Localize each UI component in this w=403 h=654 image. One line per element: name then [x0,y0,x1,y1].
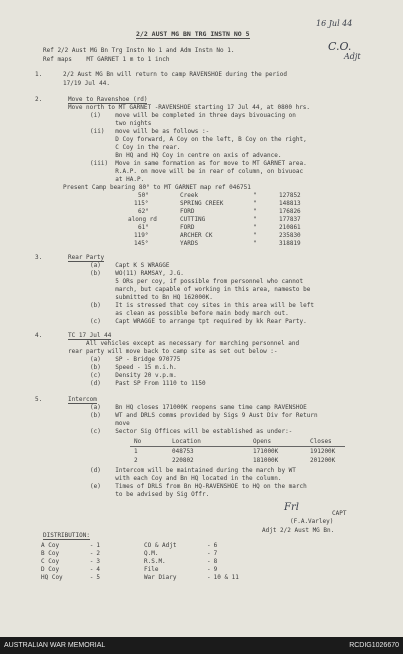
footer-record-id: RCDIG1026670 [349,642,399,649]
para3-number: 3. [35,254,43,261]
bearing-place: SPRING CREEK [180,200,224,207]
para2-line: (i) move will be completed in three days bivouacing on [90,112,296,119]
bearing-map-ref: 210861 [279,224,301,231]
signature-title: Adjt 2/2 Aust MG Bn. [262,527,335,534]
bearing-map-ref: 177837 [279,216,301,223]
maps-line: Ref maps MT GARNET 1 m to 1 inch [43,56,170,63]
para3-line: (c) Capt WRAGGE to arrange tpt required by kk Rear Party. [90,318,307,325]
para3-line: (a) Capt K S WRAGGE [90,262,170,269]
bearing-degrees: 61° [138,224,149,231]
para2-line: two nights [90,120,152,127]
distribution-row: HQ Coy - 5 [41,574,100,581]
bearing-ditto: " [253,224,257,231]
sig-table-cell: 1 [134,448,138,455]
para1-number: 1. [35,71,43,78]
para5-line: with each Coy and Bn HQ located in the column. [90,475,282,482]
para5-line: (d) Intercom will be maintained during the march by WT [90,467,296,474]
para5-line: (c) Sector Sig Offices will be established as under:- [90,428,293,435]
distribution-row: B Coy - 2 [41,550,100,557]
bearing-place: Creek [180,192,199,199]
distribution-row: C Coy - 3 [41,558,100,565]
footer-institution: AUSTRALIAN WAR MEMORIAL [4,642,106,649]
distribution-row: D Coy - 4 [41,566,100,573]
bearing-map-ref: 318819 [279,240,301,247]
para2-line: Bn HQ and HQ Coy in centre on axis of advance. [90,152,282,159]
signature-scrawl: Frl [284,502,299,513]
para5-line: (b) WT and DRLS comms provided by Sigs 9 Aust Div for Return [90,412,318,419]
bearing-ditto: " [253,216,257,223]
bearing-ditto: " [253,208,257,215]
sig-table-cell: 191200K [310,448,336,455]
para3-line: 5 ORs per coy, if possible from personnel who cannot [90,278,304,285]
bearing-place: FORD [180,224,195,231]
bearing-degrees: 145° [134,240,149,247]
para5-line: move [90,420,130,427]
bearing-degrees: 115° [134,200,149,207]
para2-line: at HA.P. [90,176,145,183]
bearing-place: ARCHER CK [180,232,213,239]
para4-line: (c) Density 20 v.p.m. [90,372,177,379]
bearing-ditto: " [253,192,257,199]
para2-line: D Coy forward, A Coy on the left, B Coy on the right, [90,136,307,143]
para3-line: (b) It is stressed that coy sites in this area will be left [90,302,314,309]
para5-heading: Intercom [68,396,97,403]
sig-table-cell: 181000K [253,457,279,464]
para5-line: to be advised by Sig Offr. [90,491,210,498]
para2-heading: Move to Ravenshoe (rd) [68,96,148,103]
bearing-degrees: 50° [138,192,149,199]
archive-footer [0,637,403,654]
bearing-ditto: " [253,240,257,247]
signature-name: (F.A.Varley) [290,518,334,525]
distribution-row: Q.M. - 7 [144,550,218,557]
sig-table-cell: 048753 [172,448,194,455]
para3-heading: Rear Party [68,254,105,261]
para4-number: 4. [35,332,43,339]
sig-table-cell: 220802 [172,457,194,464]
para2-line: C Coy in the rear. [90,144,181,151]
para5-line: (a) Bn HQ closes 171000K reopens same time camp RAVENSHOE [90,404,307,411]
distribution-row: R.S.M. - 8 [144,558,218,565]
sig-table-cell: 201200K [310,457,336,464]
header-date: 16 Jul 44 [316,19,353,28]
distribution-row: File - 9 [144,566,218,573]
para4-line: (a) SP - Bridge 970775 [90,356,181,363]
distribution-row: A Coy - 1 [41,542,100,549]
para3-line: march, but capable of working in this area, namesto be [90,286,311,293]
bearing-place: YARDS [180,240,199,247]
para3-line: (b) WO(11) RAMSAY, J.G. [90,270,184,277]
para2-line: R.A.P. on move will be in rear of column, on bivuoac [90,168,304,175]
distribution-heading: DISTRIBUTION: [43,532,90,539]
para5-number: 5. [35,396,43,403]
handwritten-adjt-mark: Adjt [344,52,361,61]
signature-rank: CAPT [332,510,347,517]
para3-line: submitted to Bn HQ 162000K. [90,294,213,301]
para4-line: All vehicles except as necessary for marching personnel and [86,340,300,347]
para2-line: Move north to MT GARNET -RAVENSHOE starting 17 Jul 44, at 0800 hrs. [68,104,311,111]
bearing-map-ref: 176826 [279,208,301,215]
handwritten-co-mark: C.O. [328,40,352,53]
bearing-ditto: " [253,200,257,207]
bearing-degrees: 119° [134,232,149,239]
sig-table-header-no: No [134,438,142,445]
para4-heading: TC 17 Jul 44 [68,332,112,339]
sig-table-rule [130,446,345,447]
sig-table-cell: 171000K [253,448,279,455]
para1-line: 17/19 Jul 44. [63,80,110,87]
sig-table-header-opens: Opens [253,438,272,445]
para3-line: as clean as possible before main body march out. [90,310,289,317]
para4-line: (d) Past SP From 1110 to 1150 [90,380,206,387]
para2-line: (ii) move will be as follows :- [90,128,210,135]
bearing-map-ref: 235830 [279,232,301,239]
para4-line: rear party will move back to camp site as set out below :- [68,348,278,355]
bearing-map-ref: 148813 [279,200,301,207]
sig-table-header-closes: Closes [310,438,332,445]
distribution-left-table [41,542,103,582]
bearing-place: CUTTING [180,216,206,223]
distribution-right-table [144,542,242,582]
para5-line: (e) Times of DRLS from Bn HQ-RAVENSHOE to HQ on the march [90,483,307,490]
ref-line: Ref 2/2 Aust MG Bn Trg Instn No 1 and Adm Instn No 1. [43,47,235,54]
distribution-row: CO & Adjt - 6 [144,542,218,549]
bearing-ditto: " [253,232,257,239]
bearing-map-ref: 127852 [279,192,301,199]
document-title: 2/2 AUST MG BN TRG INSTN NO 5 [136,30,250,38]
para2-line: (iii) Move in same formation as for move to MT GARNET area. [90,160,307,167]
para4-line: (b) Speed - 15 m.i.h. [90,364,177,371]
bearing-degrees: 62° [138,208,149,215]
bearing-place: FORD [180,208,195,215]
present-camp-line: Present Camp bearing 80° to MT GARNET map ref 046751 [63,184,251,191]
sig-table-header-location: Location [172,438,201,445]
sig-table-cell: 2 [134,457,138,464]
bearing-degrees: along rd [128,216,157,223]
para1-line: 2/2 Aust MG Bn will return to camp RAVENSHOE during the period [63,71,287,78]
para2-number: 2. [35,96,43,103]
distribution-row: War Diary - 10 & 11 [144,574,239,581]
